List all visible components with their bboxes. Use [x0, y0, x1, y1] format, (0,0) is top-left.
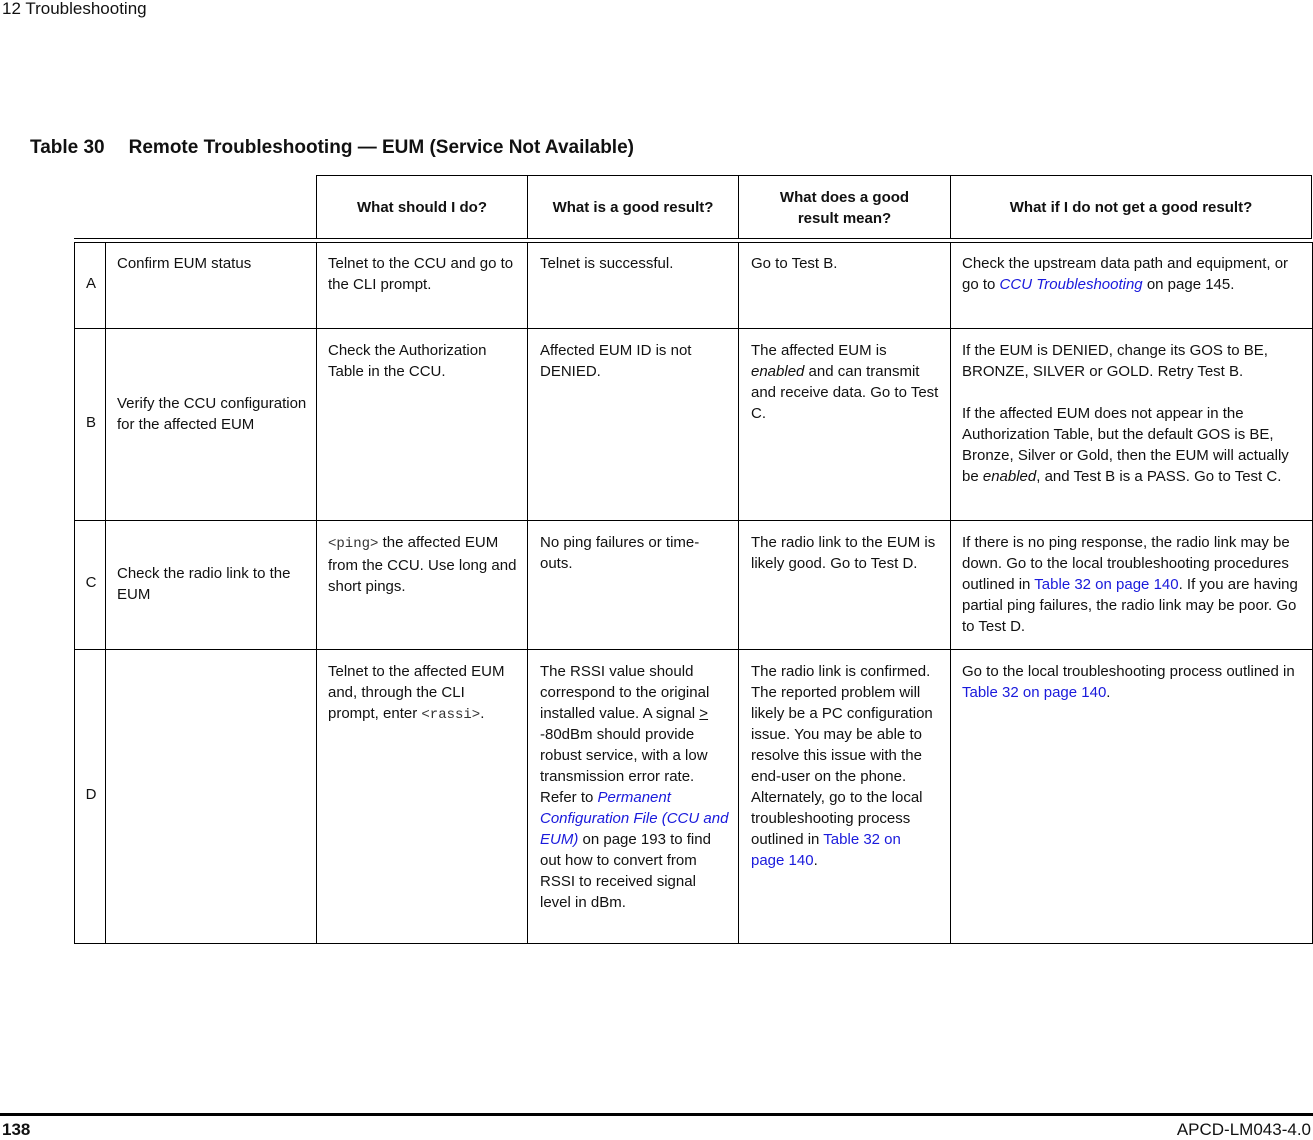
header-rule [74, 238, 1312, 239]
running-header: 12 Troubleshooting [2, 0, 147, 18]
remedy-c-post: . If you are having partial ping failures, the radio link may be poor. Go to Test D. [962, 576, 1298, 635]
action-c [328, 532, 518, 597]
row-letter-a: A [85, 275, 96, 292]
good-result-d-pre: The RSSI value should correspond to the original installed value. A signal [540, 663, 710, 722]
action-b: Check the Authorization Table in the CCU. [328, 342, 487, 380]
good-result-d-mid: -80dBm should provide robust service, with a low transmission error rate. Refer to [540, 726, 708, 806]
result-meaning-d [751, 661, 937, 871]
good-result-c: No ping failures or time-outs. [540, 534, 700, 572]
document-id: APCD-LM043-4.0 [1176, 1120, 1311, 1139]
test-name-b: Verify the CCU configuration for the affected EUM [117, 395, 307, 433]
column-divider [950, 242, 951, 944]
link-table-32[interactable]: Table 32 on page 140 [1034, 576, 1179, 593]
remedy-b-post: , and Test B is a PASS. Go to Test C. [1036, 468, 1282, 485]
remedy-d-post: . [1106, 684, 1111, 701]
column-header-result-mean: What does a good result mean? [738, 176, 950, 239]
remedy-b-para1: If the EUM is DENIED, change its GOS to BE, BRONZE, SILVER or GOLD. Retry Test B. [962, 342, 1268, 380]
good-result-d-post: on page 193 to find out how to convert from RSSI to received signal level in dBm. [540, 831, 711, 911]
action-a: Telnet to the CCU and go to the CLI prompt. [328, 255, 514, 293]
remedy-b-em: enabled [982, 468, 1037, 485]
remedy-c [962, 532, 1302, 637]
link-table-32[interactable]: Table 32 on page 140 [751, 831, 901, 869]
action-c-text: the affected EUM from the CCU. Use long and short pings. [328, 534, 517, 595]
good-result-a: Telnet is successful. [540, 255, 674, 272]
action-d-pre: Telnet to the affected EUM and, through the CLI prompt, enter [328, 663, 505, 722]
column-divider [527, 242, 528, 944]
remedy-a-text: Check the upstream data path and equipment, or go to [962, 255, 1289, 293]
page-number: 138 [2, 1120, 31, 1139]
row-divider [74, 520, 1313, 521]
table-header [316, 175, 1312, 238]
remedy-d-pre: Go to the local troubleshooting process outlined in [962, 663, 1295, 680]
column-divider [738, 242, 739, 944]
row-divider [74, 328, 1313, 329]
result-meaning-b-em: enabled [751, 363, 805, 380]
remedy-b [962, 340, 1302, 487]
column-header-good-result: What is a good result? [527, 176, 738, 239]
link-ccu-troubleshooting[interactable]: CCU Troubleshooting [999, 276, 1143, 293]
column-divider [316, 242, 317, 944]
result-meaning-a: Go to Test B. [751, 255, 838, 272]
remedy-a [962, 253, 1302, 295]
column-divider [105, 242, 106, 944]
header-rule-double [74, 242, 1312, 243]
result-meaning-d-pre: The radio link is confirmed. The reported problem will likely be a PC configuration issue. You may be able to resolve this issue with the end-user on the phone. Alternately, go to the local troubleshooting process outlined in [751, 663, 933, 848]
result-meaning-b-pre: The affected EUM is [751, 342, 887, 359]
result-meaning-d-post: . [813, 852, 818, 869]
table-number: Table 30 [30, 137, 105, 158]
row-letter-c: C [85, 574, 97, 591]
link-permanent-config-file[interactable]: Permanent Configuration File (CCU and EUM) [540, 789, 729, 848]
table-title: Remote Troubleshooting — EUM (Service Not Available) [128, 137, 634, 158]
action-d-post: . [480, 705, 485, 722]
column-header-what-do: What should I do? [316, 176, 527, 239]
table-border-bottom [74, 943, 1313, 944]
rssi-command: <rassi> [421, 707, 481, 723]
column-header-if-not-good: What if I do not get a good result? [950, 176, 1312, 239]
row-divider [74, 649, 1313, 650]
remedy-b-para2: If the affected EUM does not appear in the Authorization Table, but the default GOS is BE, Bronze, Silver or Gold, then the EUM will actually be [962, 405, 1289, 485]
greater-equal-symbol: > [699, 705, 709, 722]
test-name-c: Check the radio link to the EUM [117, 565, 291, 603]
result-meaning-b-post: and can transmit and receive data. Go to Test C. [751, 363, 939, 422]
remedy-c-pre: If there is no ping response, the radio link may be down. Go to the local troubleshooting procedures outlined in [962, 534, 1290, 593]
result-meaning-c: The radio link to the EUM is likely good. Go to Test D. [751, 534, 936, 572]
link-table-32[interactable]: Table 32 on page 140 [962, 684, 1107, 701]
good-result-b: Affected EUM ID is not DENIED. [540, 342, 692, 380]
table-caption [30, 137, 634, 159]
good-result-d [540, 661, 730, 913]
test-name-a: Confirm EUM status [117, 255, 252, 272]
action-d [328, 661, 508, 726]
remedy-d [962, 661, 1302, 703]
row-letter-d: D [85, 786, 97, 803]
result-meaning-b [751, 340, 943, 424]
row-letter-b: B [85, 414, 96, 431]
table-border-left [74, 242, 75, 944]
ping-command: <ping> [328, 536, 379, 552]
footer-rule [0, 1113, 1313, 1116]
remedy-a-page: on page 145. [1142, 276, 1235, 293]
